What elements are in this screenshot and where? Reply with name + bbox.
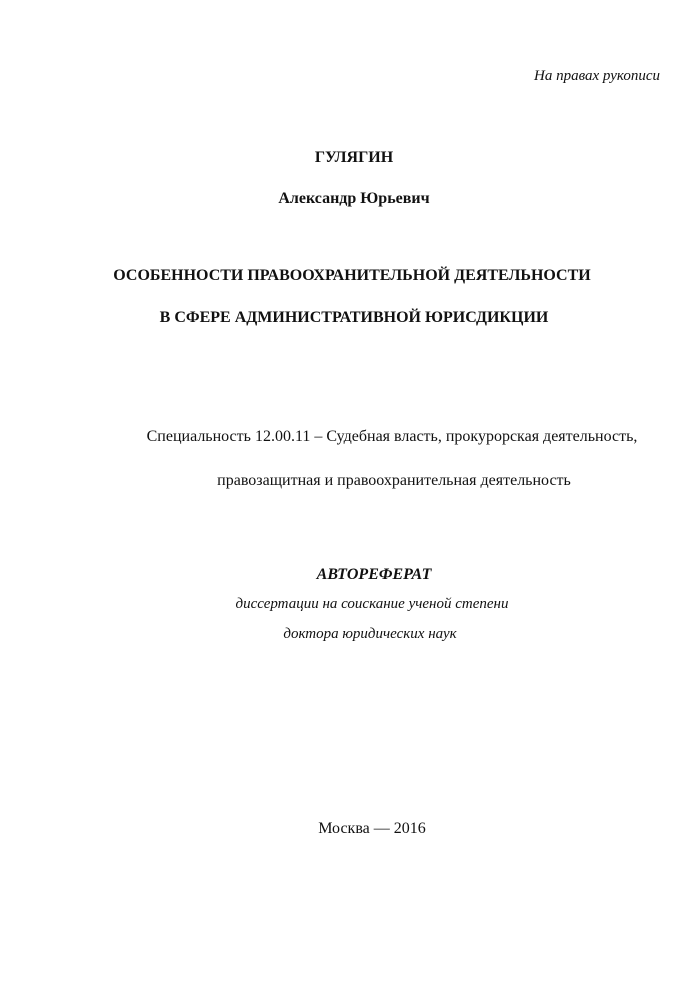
- document-type-heading: АВТОРЕФЕРАТ: [316, 566, 432, 583]
- city-year: Москва — 2016: [318, 820, 426, 837]
- dissertation-line-2: доктора юридических наук: [283, 626, 457, 642]
- dissertation-line-1: диссертации на соискание ученой степени: [235, 596, 509, 612]
- specialty-line-2: правозащитная и правоохранительная деятельность: [217, 472, 571, 489]
- title-line-2: В СФЕРЕ АДМИНИСТРАТИВНОЙ ЮРИСДИКЦИИ: [159, 309, 549, 326]
- author-surname: ГУЛЯГИН: [314, 149, 394, 166]
- manuscript-note: На правах рукописи: [534, 68, 660, 84]
- specialty-line-1: Специальность 12.00.11 – Судебная власть, прокурорская деятельность,: [146, 428, 638, 445]
- title-line-1: ОСОБЕННОСТИ ПРАВООХРАНИТЕЛЬНОЙ ДЕЯТЕЛЬНОСТИ: [113, 267, 591, 284]
- author-given-names: Александр Юрьевич: [278, 190, 430, 207]
